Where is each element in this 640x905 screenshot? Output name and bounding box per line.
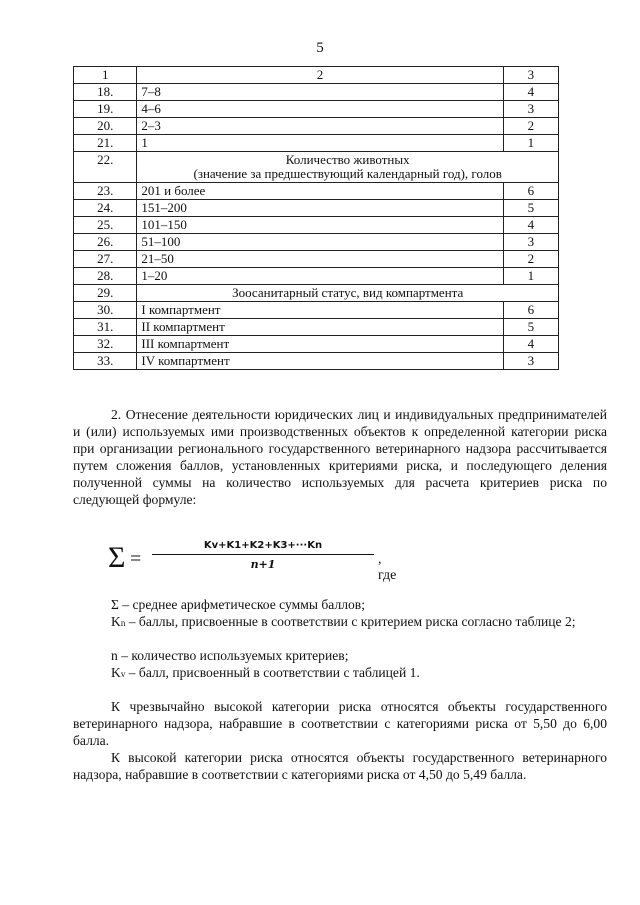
row-score: 4: [503, 84, 558, 101]
row-label: 51–100: [137, 234, 503, 251]
section-heading-line: Количество животных: [285, 152, 410, 167]
row-score: 1: [503, 135, 558, 152]
header-cell: 1: [74, 67, 137, 84]
row-label: 201 и более: [137, 183, 503, 200]
row-number: 31.: [74, 319, 137, 336]
row-number: 21.: [74, 135, 137, 152]
row-score: 6: [503, 302, 558, 319]
criteria-table: [73, 66, 559, 370]
page-number: 5: [316, 40, 324, 56]
row-score: 1: [503, 268, 558, 285]
row-label: 2–3: [137, 118, 503, 135]
row-score: 3: [503, 234, 558, 251]
table-row: [74, 336, 559, 353]
row-label: III компартмент: [137, 336, 503, 353]
row-label: 151–200: [137, 200, 503, 217]
row-score: 2: [503, 251, 558, 268]
header-cell: 3: [503, 67, 558, 84]
table-row: [74, 101, 559, 118]
formula-numerator: Kv+K1+K2+K3+···Kn: [152, 540, 374, 555]
row-score: 3: [503, 353, 558, 370]
table-row: [74, 84, 559, 101]
row-label: 4–6: [137, 101, 503, 118]
table-row: [74, 251, 559, 268]
def-kv: Kv – балл, присвоенный в соответствии с таблицей 1.: [111, 665, 420, 680]
row-number: 22.: [74, 152, 137, 183]
row-label: 101–150: [137, 217, 503, 234]
section-heading: Зоосанитарный статус, вид компартмента: [137, 285, 559, 302]
row-number: 18.: [74, 84, 137, 101]
row-label: 1: [137, 135, 503, 152]
row-score: 5: [503, 200, 558, 217]
row-score: 2: [503, 118, 558, 135]
table-row: [74, 319, 559, 336]
table-row: [74, 217, 559, 234]
table-row: [74, 135, 559, 152]
def-sigma: Σ – среднее арифметическое суммы баллов;: [111, 597, 365, 612]
row-label: I компартмент: [137, 302, 503, 319]
row-number: 20.: [74, 118, 137, 135]
row-number: 24.: [74, 200, 137, 217]
row-label: II компартмент: [137, 319, 503, 336]
table-row: [74, 268, 559, 285]
row-number: 26.: [74, 234, 137, 251]
formula-where: , где: [378, 552, 397, 583]
table-row: [74, 302, 559, 319]
section-heading: [137, 152, 559, 183]
paragraph-extreme-risk: К чрезвычайно высокой категории риска относятся объекты государственного ветеринарного надзора, набравшие в соответствии с категориями риска от 5,50 до 6,00 балла.: [73, 699, 607, 748]
row-number: 30.: [74, 302, 137, 319]
row-number: 32.: [74, 336, 137, 353]
row-label: IV компартмент: [137, 353, 503, 370]
def-kn: Kn – баллы, присвоенные в соответствии с критерием риска согласно таблице 2;: [111, 614, 576, 629]
row-number: 29.: [74, 285, 137, 302]
row-number: 33.: [74, 353, 137, 370]
table-row: [74, 353, 559, 370]
row-number: 23.: [74, 183, 137, 200]
row-score: 4: [503, 336, 558, 353]
formula-denominator: n+1: [250, 558, 276, 571]
row-score: 6: [503, 183, 558, 200]
row-label: 21–50: [137, 251, 503, 268]
table-row: [74, 152, 559, 183]
row-number: 28.: [74, 268, 137, 285]
row-number: 25.: [74, 217, 137, 234]
table-row: [74, 200, 559, 217]
def-n: n – количество используемых критериев;: [111, 648, 349, 663]
table-header-row: [74, 67, 559, 84]
sigma-symbol: Σ: [108, 541, 126, 574]
section-heading-line: (значение за предшествующий календарный год), голов: [193, 166, 502, 181]
row-number: 19.: [74, 101, 137, 118]
row-score: 5: [503, 319, 558, 336]
fraction: [152, 540, 374, 571]
table-row: [74, 183, 559, 200]
row-number: 27.: [74, 251, 137, 268]
row-score: 4: [503, 217, 558, 234]
equals-sign: =: [130, 548, 142, 570]
row-label: 1–20: [137, 268, 503, 285]
table-row: [74, 285, 559, 302]
paragraph-high-risk: К высокой категории риска относятся объекты государственного ветеринарного надзора, набравшие в соответствии с категориями риска от 4,50 до 5,49 балла.: [73, 750, 607, 782]
row-label: 7–8: [137, 84, 503, 101]
table-row: [74, 234, 559, 251]
paragraph-2: 2. Отнесение деятельности юридических лиц и индивидуальных предпринимателей и (или) используемых ими производственных объектов к определенной категории риска при организации регионального государственного ветеринарного надзора рассчитывается путем сложения баллов, установленных критериями риска, и последующего деления полученной суммы на количество используемых для расчета критериев риска по следующей формуле:: [73, 407, 607, 507]
row-score: 3: [503, 101, 558, 118]
table-row: [74, 118, 559, 135]
header-cell: 2: [137, 67, 503, 84]
